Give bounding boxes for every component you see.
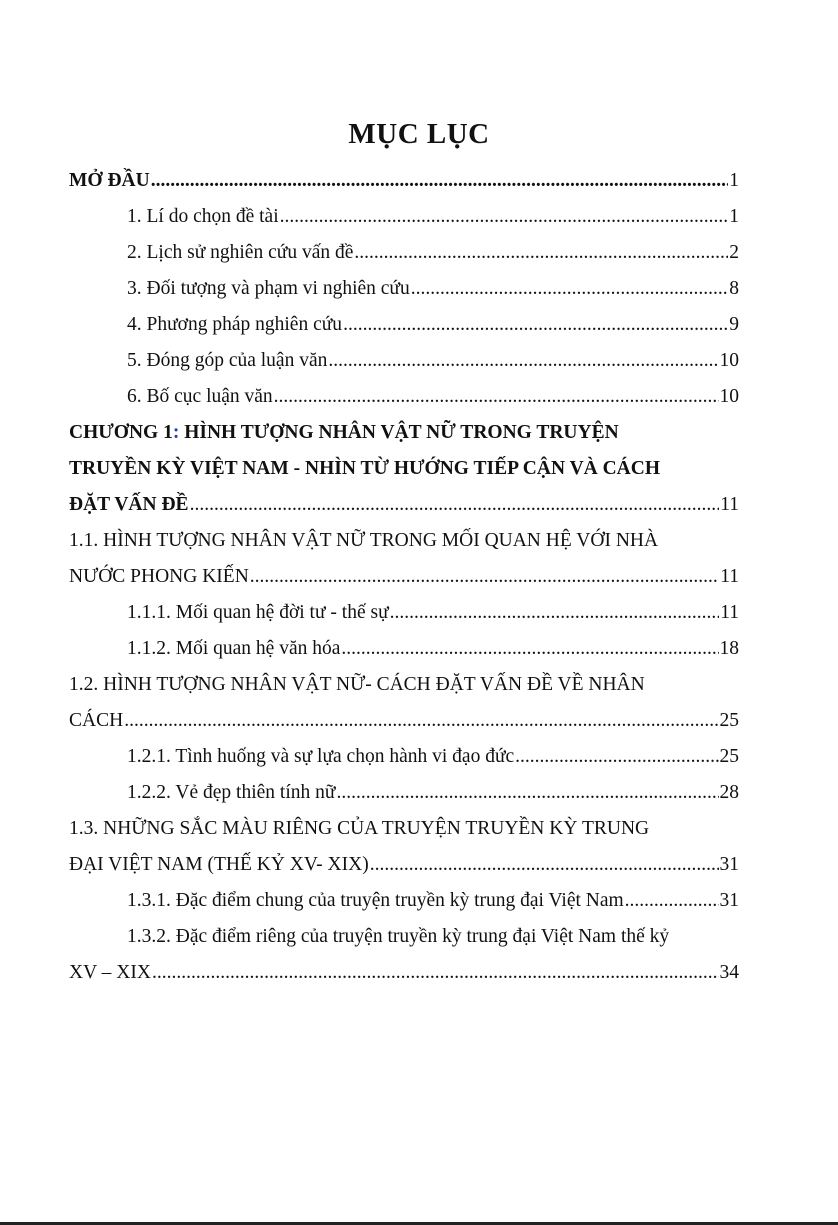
toc-page-number: 1 [729, 206, 739, 227]
dot-leader [515, 739, 718, 775]
chapter-label: CHƯƠNG 1 [69, 422, 173, 443]
dot-leader [124, 703, 718, 739]
toc-entry-1-2-1[interactable] [69, 739, 739, 775]
toc-entry-1-3-2-line-2[interactable] [69, 955, 739, 991]
toc-page-number: 31 [719, 854, 739, 875]
chapter-title-part-2: TRUYỀN KỲ VIỆT NAM - NHÌN TỪ HƯỚNG TIẾP CẬN VÀ CÁCH [69, 458, 661, 479]
toc-entry-text: MỞ ĐẦU [69, 170, 150, 191]
dot-leader [370, 847, 719, 883]
dot-leader [274, 379, 719, 415]
toc-entry-1-3-1[interactable] [69, 883, 739, 919]
dot-leader [341, 631, 718, 667]
toc-entry-text: 1.2.2. Vẻ đẹp thiên tính nữ [127, 782, 336, 803]
section-title-part-1: 1.3. NHỮNG SẮC MÀU RIÊNG CỦA TRUYỆN TRUYỀN KỲ TRUNG [69, 818, 650, 839]
table-of-contents [69, 163, 739, 991]
toc-page-number: 10 [719, 350, 739, 371]
toc-section-1-1-line-1[interactable] [69, 523, 739, 559]
chapter-title-part-1: HÌNH TƯỢNG NHÂN VẬT NỮ TRONG TRUYỆN [179, 422, 619, 443]
section-title-part-1: 1.2. HÌNH TƯỢNG NHÂN VẬT NỮ- CÁCH ĐẶT VẤN ĐỀ VỀ NHÂN [69, 674, 645, 695]
dot-leader [250, 559, 719, 595]
dot-leader [190, 487, 720, 523]
toc-entry-introduction[interactable] [69, 163, 739, 199]
dot-leader [390, 595, 720, 631]
toc-page-number: 11 [720, 602, 739, 623]
toc-entry-1-1-2[interactable] [69, 631, 739, 667]
dot-leader [151, 163, 729, 199]
toc-section-1-3-line-1[interactable] [69, 811, 739, 847]
dot-leader [354, 235, 728, 271]
toc-section-1-2-line-2[interactable] [69, 703, 739, 739]
toc-entry-text: 2. Lịch sử nghiên cứu vấn đề [127, 242, 354, 263]
toc-entry-text: 1.1.1. Mối quan hệ đời tư - thế sự [127, 602, 389, 623]
dot-leader [411, 271, 729, 307]
dot-leader [343, 307, 728, 343]
toc-entry-text: 4. Phương pháp nghiên cứu [127, 314, 343, 335]
toc-chapter-1-line-1[interactable] [69, 415, 739, 451]
toc-page-number: 8 [729, 278, 739, 299]
toc-entry-6[interactable] [69, 379, 739, 415]
toc-entry-3[interactable] [69, 271, 739, 307]
toc-entry-text: 3. Đối tượng và phạm vi nghiên cứu [127, 278, 410, 299]
toc-page-number: 1 [729, 170, 739, 191]
dot-leader [152, 955, 719, 991]
toc-entry-text: 5. Đóng góp của luận văn [127, 350, 328, 371]
section-title-part-2: CÁCH [69, 710, 124, 731]
toc-entry-text: 1.3.1. Đặc điểm chung của truyện truyền kỳ trung đại Việt Nam [127, 890, 624, 911]
toc-chapter-1-line-2[interactable] [69, 451, 739, 487]
dot-leader [328, 343, 718, 379]
toc-page-number: 11 [720, 494, 739, 515]
toc-entry-4[interactable] [69, 307, 739, 343]
toc-entry-5[interactable] [69, 343, 739, 379]
dot-leader [336, 775, 718, 811]
dot-leader [280, 199, 729, 235]
section-title-part-1: 1.1. HÌNH TƯỢNG NHÂN VẬT NỮ TRONG MỐI QUAN HỆ VỚI NHÀ [69, 530, 659, 551]
section-title-part-2: NƯỚC PHONG KIẾN [69, 566, 249, 587]
chapter-colon: : [172, 422, 180, 443]
toc-entry-text: 1.1.2. Mối quan hệ văn hóa [127, 638, 341, 659]
toc-entry-text-part-2: XV – XIX [69, 962, 151, 983]
toc-entry-2[interactable] [69, 235, 739, 271]
page-title: MỤC LỤC [348, 118, 490, 150]
toc-page-number: 10 [719, 386, 739, 407]
toc-section-1-1-line-2[interactable] [69, 559, 739, 595]
toc-entry-text: 1. Lí do chọn đề tài [127, 206, 279, 227]
toc-entry-text: 6. Bố cục luận văn [127, 386, 273, 407]
toc-page-number: 18 [719, 638, 739, 659]
toc-entry-text-part-1: 1.3.2. Đặc điểm riêng của truyện truyền kỳ trung đại Việt Nam thế kỷ [127, 926, 670, 947]
chapter-title-part-3: ĐẶT VẤN ĐỀ [69, 494, 189, 515]
toc-page-number: 2 [729, 242, 739, 263]
toc-page-number: 25 [719, 746, 739, 767]
toc-page-number: 11 [720, 566, 739, 587]
toc-chapter-1-line-3[interactable] [69, 487, 739, 523]
toc-entry-1[interactable] [69, 199, 739, 235]
dot-leader [625, 883, 719, 919]
toc-page-number: 28 [719, 782, 739, 803]
toc-page-number: 9 [729, 314, 739, 335]
toc-page-number: 25 [719, 710, 739, 731]
toc-entry-1-3-2-line-1[interactable] [69, 919, 739, 955]
toc-entry-1-1-1[interactable] [69, 595, 739, 631]
section-title-part-2: ĐẠI VIỆT NAM (THẾ KỶ XV- XIX) [69, 854, 369, 875]
toc-entry-text: 1.2.1. Tình huống và sự lựa chọn hành vi đạo đức [127, 746, 515, 767]
toc-section-1-3-line-2[interactable] [69, 847, 739, 883]
toc-page-number: 31 [719, 890, 739, 911]
toc-section-1-2-line-1[interactable] [69, 667, 739, 703]
toc-entry-1-2-2[interactable] [69, 775, 739, 811]
toc-page-number: 34 [719, 962, 739, 983]
